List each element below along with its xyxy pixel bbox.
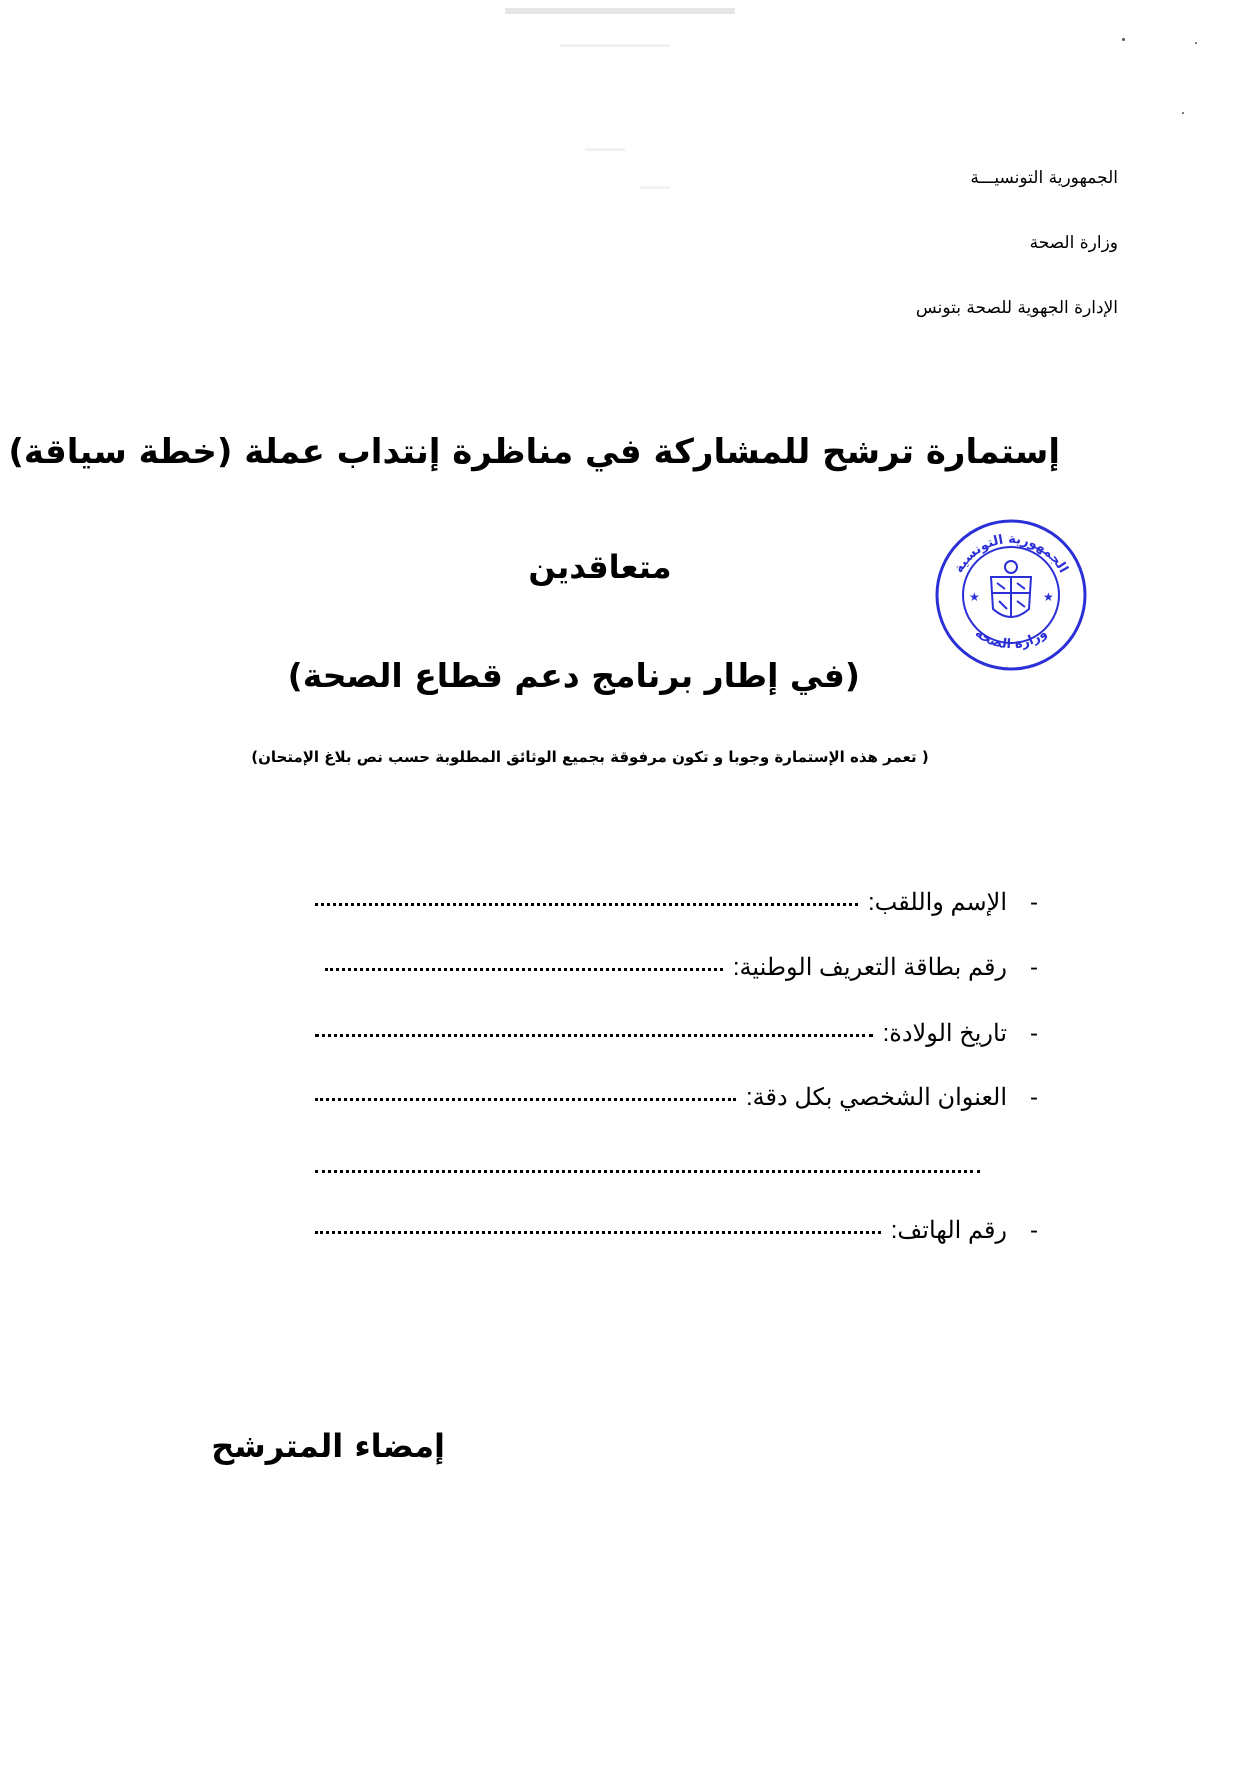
national-id-label: رقم بطاقة التعريف الوطنية: bbox=[732, 954, 1007, 981]
scan-artifact bbox=[585, 148, 625, 151]
scan-dot bbox=[1122, 38, 1125, 41]
field-bullet: - bbox=[1030, 954, 1038, 981]
scan-artifact bbox=[560, 44, 670, 47]
field-bullet: - bbox=[1030, 889, 1038, 916]
scan-dot bbox=[1182, 112, 1184, 114]
ministry-stamp-icon bbox=[933, 517, 1089, 673]
birth-date-label: تاريخ الولادة: bbox=[882, 1020, 1007, 1047]
phone-blank[interactable] bbox=[315, 1213, 881, 1234]
form-title: إستمارة ترشح للمشاركة في مناظرة إنتداب عملة (خطة سياقة) bbox=[8, 432, 1060, 472]
svg-text:★: ★ bbox=[1043, 590, 1054, 604]
header-ministry: وزارة الصحة bbox=[1029, 233, 1118, 253]
header-regional-directorate: الإدارة الجهوية للصحة بتونس bbox=[915, 298, 1118, 318]
phone-label: رقم الهاتف: bbox=[890, 1217, 1007, 1244]
svg-text:★: ★ bbox=[969, 590, 980, 604]
field-full-name bbox=[315, 888, 1047, 922]
field-bullet: - bbox=[1030, 1084, 1038, 1111]
svg-text:وزارة الصحة bbox=[972, 626, 1050, 652]
header-republic: الجمهورية التونسيـــة bbox=[970, 168, 1118, 188]
field-bullet: - bbox=[1030, 1020, 1038, 1047]
instruction-note: ( تعمر هذه الإستمارة وجوبا و تكون مرفوقة بجميع الوثائق المطلوبة حسب نص بلاغ الإمتحان) bbox=[251, 748, 929, 766]
svg-text:الجمهورية التونسية bbox=[951, 532, 1070, 576]
address-blank-continued[interactable] bbox=[315, 1168, 980, 1173]
form-subtitle: متعاقدين bbox=[528, 548, 672, 586]
scan-dot bbox=[1195, 42, 1197, 44]
full-name-blank[interactable] bbox=[315, 885, 858, 906]
field-birth-date bbox=[315, 1019, 1047, 1053]
field-phone bbox=[315, 1216, 1047, 1250]
field-national-id bbox=[315, 953, 1047, 987]
program-title: (في إطار برنامج دعم قطاع الصحة) bbox=[287, 656, 860, 695]
birth-date-blank[interactable] bbox=[315, 1016, 873, 1037]
stamp-text-bottom: وزارة الصحة bbox=[971, 625, 1051, 653]
stamp-text-top: الجمهورية التونسية bbox=[951, 531, 1071, 576]
address-blank[interactable] bbox=[315, 1080, 736, 1101]
address-label: العنوان الشخصي بكل دقة: bbox=[746, 1084, 1007, 1111]
full-name-label: الإسم واللقب: bbox=[868, 889, 1007, 916]
scan-artifact bbox=[640, 186, 670, 189]
national-id-blank[interactable] bbox=[325, 950, 723, 971]
field-address bbox=[315, 1083, 1047, 1117]
candidate-signature-label: إمضاء المترشح bbox=[211, 1427, 445, 1465]
field-bullet: - bbox=[1030, 1217, 1038, 1244]
scan-artifact bbox=[505, 8, 735, 14]
